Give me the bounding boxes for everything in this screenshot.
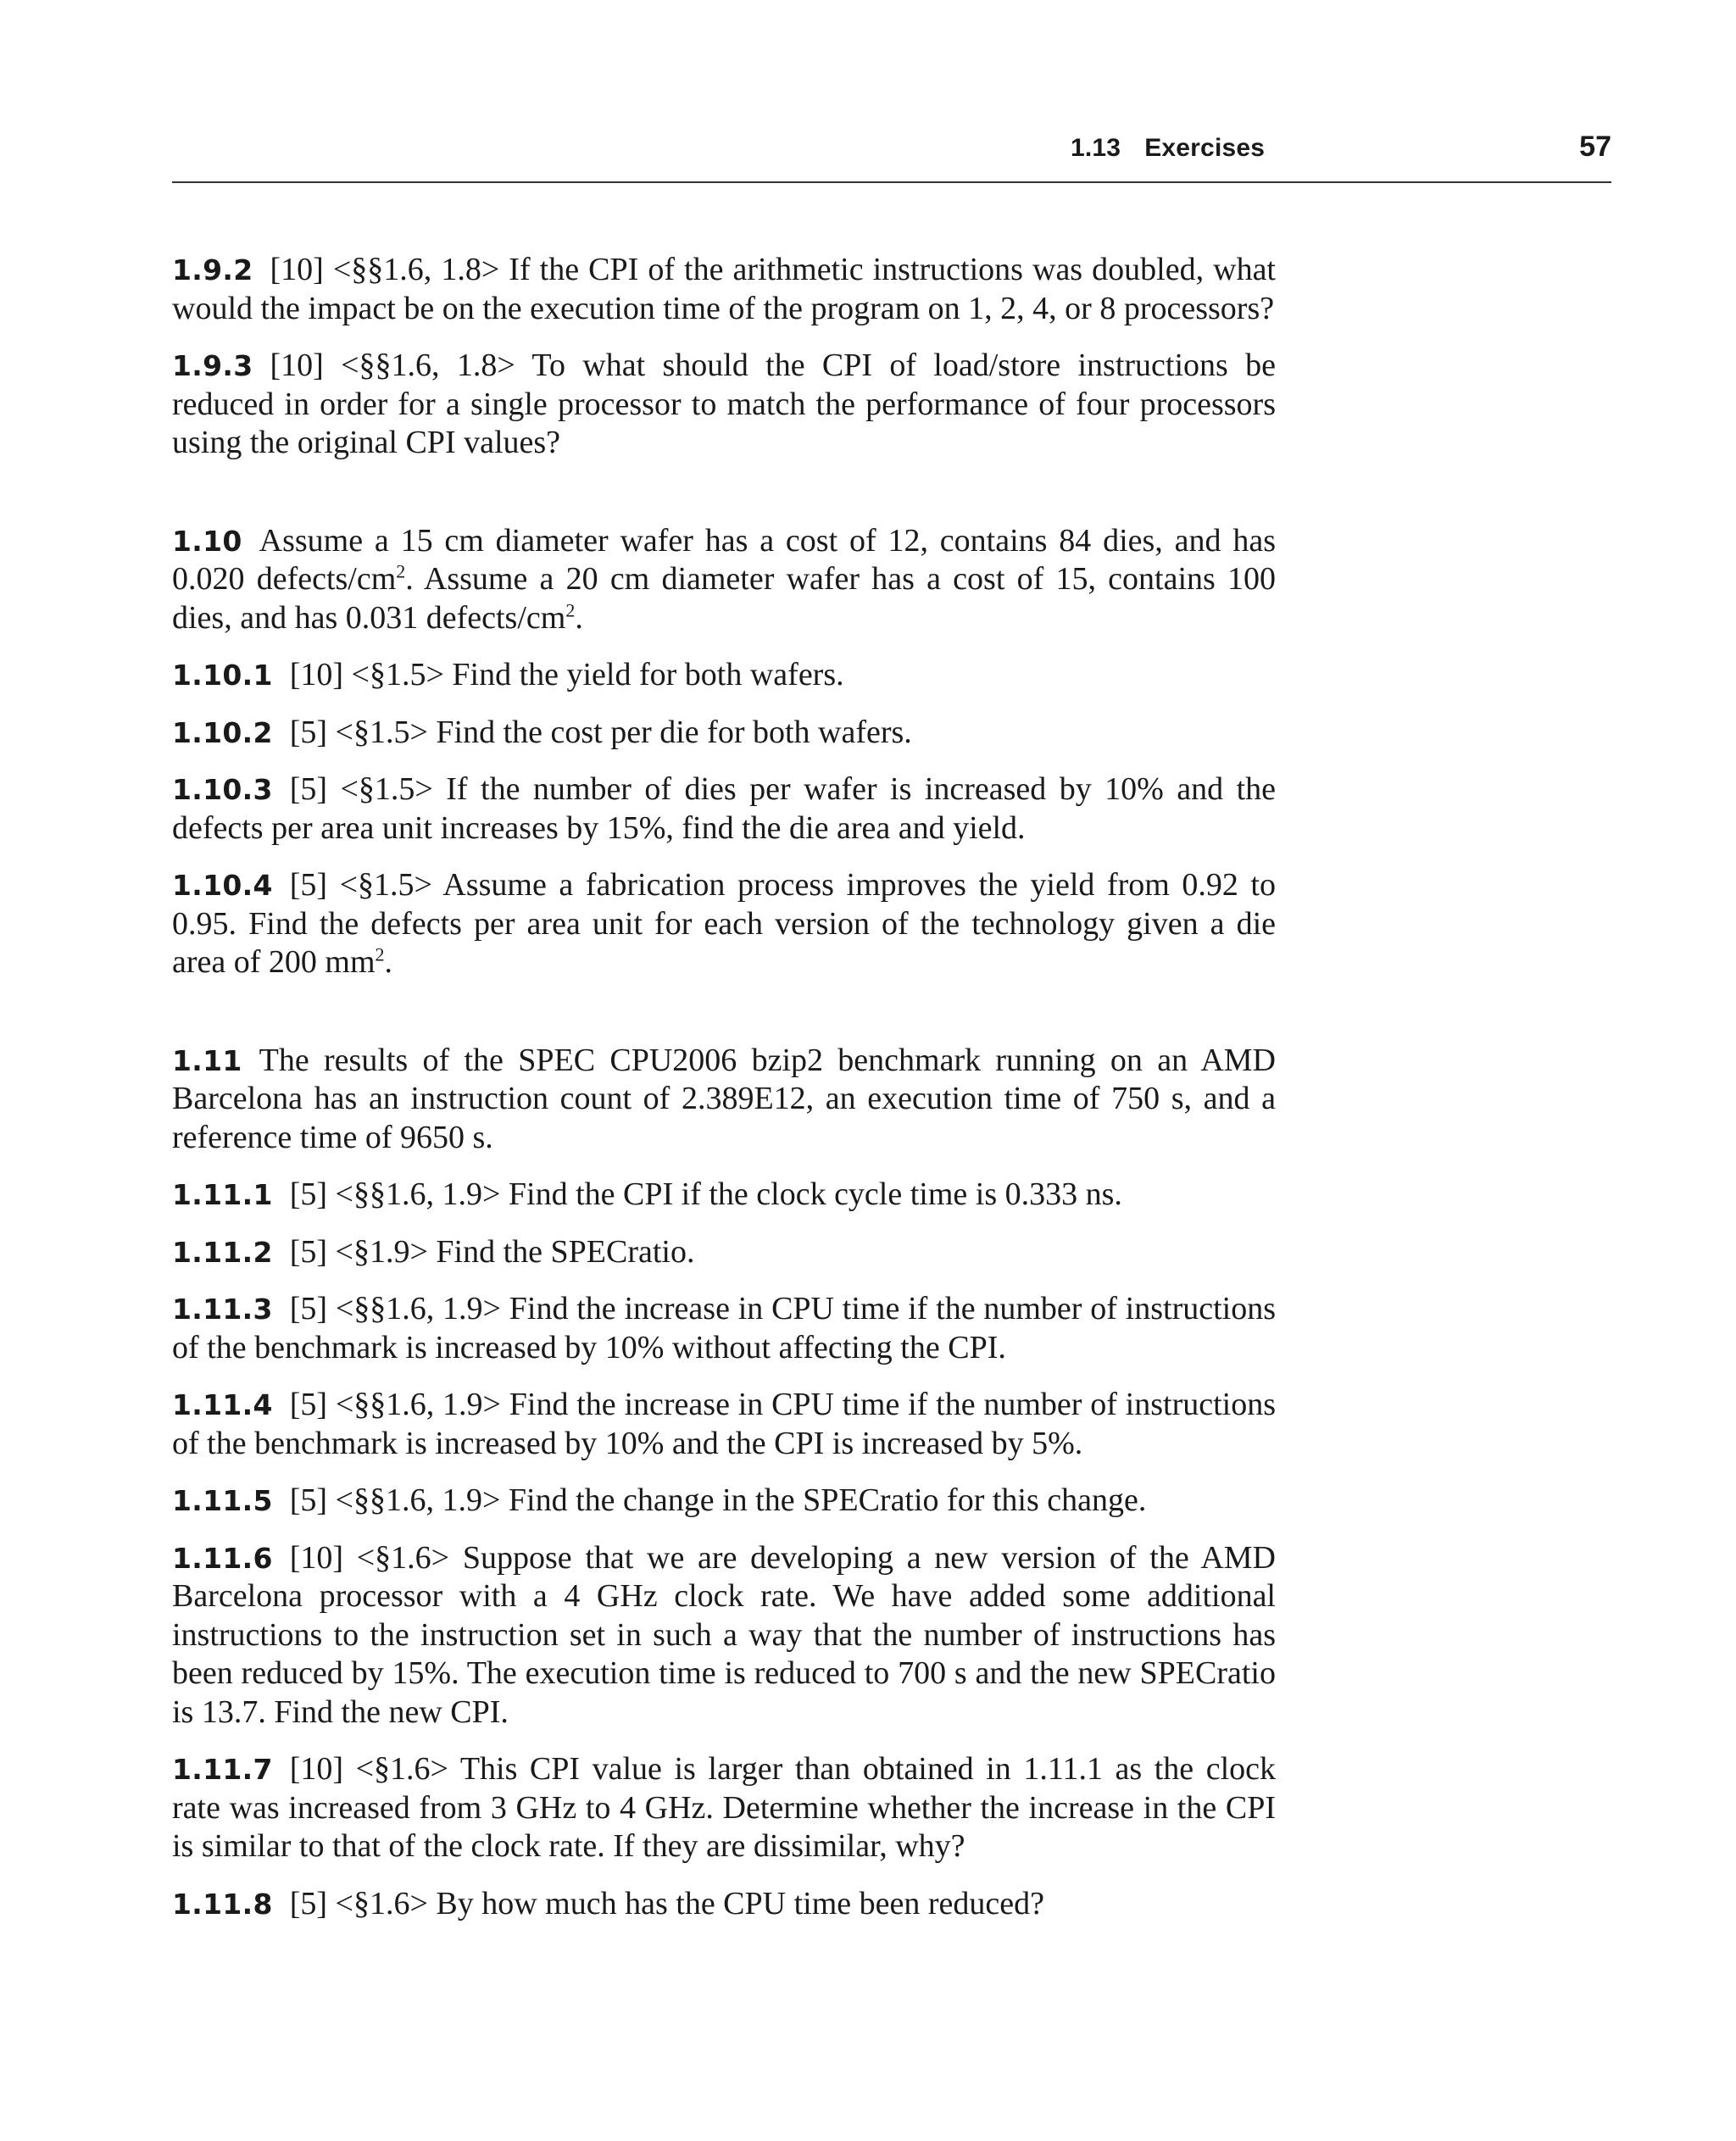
exercise-number: 1.11.2 [172,1235,273,1269]
exercise-1-11-2 [172,1233,1276,1272]
exercise-number: 1.11.6 [172,1541,273,1575]
exercise-text: [10] <§§1.6, 1.8> If the CPI of the arithmetic instructions was doubled, what would the impact be on the execution time of the program on 1, 2, 4, or 8 processors? [172,252,1276,326]
exercise-text-part: . Assume a 20 cm diameter wafer has a cost of 15, contains 100 dies, and has 0.031 defects/cm [172,561,1276,636]
exercise-text: The results of the SPEC CPU2006 bzip2 benchmark running on an AMD Barcelona has an instruction count of 2.389E12, an execution time of 750 s, and a reference time of 9650 s. [172,1042,1276,1155]
exercise-text: [5] <§§1.6, 1.9> Find the increase in CPU time if the number of instructions of the benchmark is increased by 10% without affecting the CPI. [172,1291,1276,1365]
exercise-1-11 [172,1042,1276,1158]
exercise-text-part: [5] <§1.5> Assume a fabrication process improves the yield from 0.92 to 0.95. Find the defects per area unit for each version of the technology given a die area of 200 mm [172,867,1276,980]
exercise-text: [10] <§§1.6, 1.8> To what should the CPI of load/store instructions be reduced in order for a single processor to match the performance of four processors using the original CPI values? [172,348,1276,460]
exercise-number: 1.10 [172,524,242,558]
exercise-1-9-3 [172,347,1276,463]
exercise-number: 1.11.1 [172,1178,273,1211]
exercise-1-10-1 [172,656,1276,695]
exercise-text: [10] <§1.6> Suppose that we are developing a new version of the AMD Barcelona processor with a 4 GHz clock rate. We have added some additional instructions to the instruction set in such a way that the number of instructions has been reduced by 15%. The execution time is reduced to 700 s and the new SPECratio is 13.7. Find the new CPI. [172,1539,1276,1730]
exercise-list [172,251,1276,1942]
exercise-text: [5] <§1.9> Find the SPECratio. [289,1233,695,1270]
exercise-text: [5] <§§1.6, 1.9> Find the CPI if the clock cycle time is 0.333 ns. [289,1176,1122,1212]
exercise-number: 1.10.3 [172,773,273,806]
exercise-text: [10] <§1.5> Find the yield for both wafers. [289,657,844,692]
exercise-number: 1.9.3 [172,349,253,382]
exercise-text: [10] <§1.6> This CPI value is larger than obtained in 1.11.1 as the clock rate was increased from 3 GHz to 4 GHz. Determine whether the increase in the CPI is similar to that of the clock rate. If they are dissimilar, why? [172,1751,1276,1864]
exercise-1-11-7 [172,1750,1276,1866]
exercise-1-11-1 [172,1176,1276,1215]
exercise-1-11-3 [172,1290,1276,1367]
exercise-text-part: Assume a 15 cm diameter wafer has a cost of 12, contains 84 dies, and has 0.020 defects/cm [172,522,1276,597]
exercise-number: 1.11.8 [172,1887,273,1921]
exercise-text: [5] <§§1.6, 1.9> Find the change in the SPECratio for this change. [289,1482,1147,1518]
exercise-1-10-3 [172,770,1276,848]
exercise-text: [5] <§1.5> If the number of dies per wafer is increased by 10% and the defects per area unit increases by 15%, find the die area and yield. [172,771,1276,846]
exercise-text: [5] <§§1.6, 1.9> Find the increase in CPU time if the number of instructions of the benchmark is increased by 10% and the CPI is increased by 5%. [172,1387,1276,1461]
exercise-text: [5] <§1.6> By how much has the CPU time been reduced? [289,1885,1044,1921]
superscript: 2 [396,560,406,582]
exercise-1-11-5 [172,1482,1276,1521]
exercise-1-9-2 [172,251,1276,328]
exercise-text: [5] <§1.5> Find the cost per die for both wafers. [289,714,912,750]
superscript: 2 [375,943,385,965]
exercise-number: 1.11.3 [172,1293,273,1326]
exercise-1-11-8 [172,1885,1276,1924]
exercise-number: 1.11.5 [172,1484,273,1517]
exercise-number: 1.10.1 [172,659,273,692]
exercise-number: 1.10.2 [172,715,273,749]
exercise-number: 1.9.2 [172,253,253,286]
section-number: 1.13 [1071,134,1121,162]
exercise-1-11-6 [172,1539,1276,1732]
exercise-text-part: . [575,599,583,636]
exercise-number: 1.11 [172,1043,242,1077]
running-header-section [1071,134,1265,163]
exercise-1-11-4 [172,1386,1276,1463]
exercise-text-part: . [384,944,393,980]
page-number: 57 [1579,131,1611,163]
exercise-1-10-4 [172,866,1276,982]
exercise-1-10-2 [172,714,1276,753]
exercise-number: 1.11.4 [172,1388,273,1421]
superscript: 2 [565,598,576,620]
section-title: Exercises [1144,134,1266,162]
exercise-1-10 [172,522,1276,638]
exercise-number: 1.11.7 [172,1753,273,1786]
exercise-number: 1.10.4 [172,869,273,902]
running-header [172,127,1611,183]
